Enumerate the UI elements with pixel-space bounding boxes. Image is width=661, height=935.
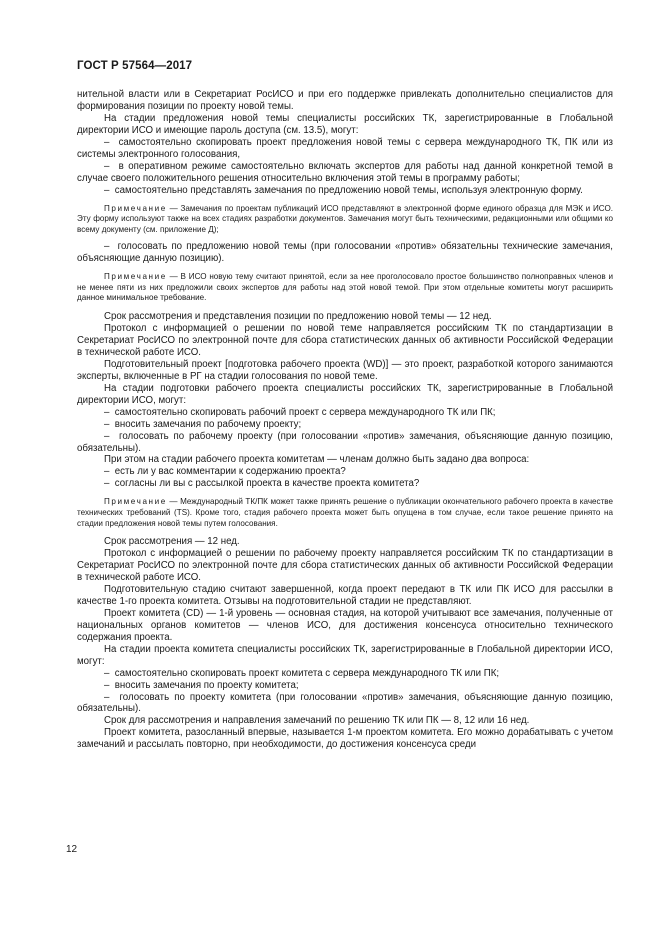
paragraph: На стадии предложения новой темы специалисты российских ТК, зарегистрированные в Глобальной директории ИСО и имеющие пароль доступа (см. 13.5), могут: <box>77 112 613 136</box>
document-header: ГОСТ Р 57564—2017 <box>77 60 193 72</box>
list-item-text: самостоятельно скопировать проект комитета с сервера международного ТК или ПК; <box>114 667 500 679</box>
list-item <box>77 431 613 455</box>
dash-bullet: – <box>104 478 115 490</box>
list-item-text: голосовать по рабочему проекту (при голосовании «против» замечания, объясняющие данную позицию, обязательны). <box>77 430 613 454</box>
paragraph: нительной власти или в Секретариат РосИСО и при его поддержке привлекать дополнительно специалистов для формирования позиции по проекту новой темы. <box>77 89 613 112</box>
dash-bullet: – <box>104 679 115 691</box>
list-item-text: самостоятельно скопировать проект предложения новой темы с сервера международного ТК, ПК или из системы электронного голосования, <box>77 136 613 160</box>
note-text: — Замечания по проектам публикаций ИСО представляют в электронной форме единого образца для МЭК и ИСО. Эту форму используют также на всех стадиях разработки документов. Замечания могут быть техническими, редакционными или общими ко всему документу (см. приложение Д); <box>77 203 613 234</box>
page-number: 12 <box>66 844 78 855</box>
list-item <box>77 241 613 265</box>
paragraph: На стадии подготовки рабочего проекта специалисты российских ТК, зарегистрированные в Глобальной директории ИСО, могут: <box>77 382 613 406</box>
list-item <box>77 668 613 680</box>
list-item-text: в оперативном режиме самостоятельно включать экспертов для работы над данной конкретной темой в случае своего положительного решения относительно включения этой темы в программу работы; <box>77 160 613 184</box>
list-item-text: вносить замечания по рабочему проекту; <box>114 418 302 430</box>
list-item-text: голосовать по проекту комитета (при голосовании «против» замечания, объясняющие данную позицию, обязательны). <box>77 691 613 715</box>
dash-bullet: – <box>104 418 115 430</box>
dash-bullet: – <box>104 667 115 679</box>
list-item-text: голосовать по предложению новой темы (при голосовании «против» обязательны технические замечания, объясняющие данную позицию). <box>77 241 613 265</box>
paragraph: На стадии проекта комитета специалисты российских ТК, зарегистрированные в Глобальной директории ИСО, могут: <box>77 643 613 667</box>
list-item-text: согласны ли вы с рассылкой проекта в качестве проекта комитета? <box>114 478 420 490</box>
list-item <box>77 137 613 161</box>
paragraph: Подготовительный проект [подготовка рабочего проекта (WD)] — это проект, разработкой которого занимаются эксперты, включенные в РГ на стадии голосования по новой теме. <box>77 358 613 382</box>
list-item <box>77 185 613 197</box>
list-item-text: самостоятельно представлять замечания по предложению новой темы, используя электронную форму. <box>114 184 583 196</box>
paragraph: Проект комитета (CD) — 1-й уровень — основная стадия, на которой учитывают все замечания, полученные от национальных органов комитетов — членов ИСО, для достижения консенсуса относительно технического содержания проекта. <box>77 607 613 643</box>
paragraph: Проект комитета, разосланный впервые, называется 1-м проектом комитета. Его можно дорабатывать с учетом замечаний и рассылать повторно, при необходимости, до достижения консенсуса среди <box>77 727 613 751</box>
paragraph: Протокол с информацией о решении по рабочему проекту направляется российским ТК по стандартизации в Секретариат РосИСО по электронной почте для сбора статистических данных об активности Российской Федерации в технической работе ИСО. <box>77 548 613 583</box>
note <box>77 204 613 236</box>
list-item <box>77 680 613 692</box>
list-item <box>77 419 613 431</box>
list-item <box>77 692 613 716</box>
list-item-text: вносить замечания по проекту комитета; <box>114 679 299 691</box>
dash-bullet: – <box>104 466 115 478</box>
dash-bullet: – <box>104 160 119 172</box>
paragraph: Срок рассмотрения и представления позиции по предложению новой темы — 12 нед. <box>104 311 492 323</box>
paragraph: Подготовительную стадию считают завершенной, когда проект передают в ТК или ПК ИСО для рассылки в качестве 1-го проекта комитета. Отзывы на подготовительной стадии не представляют. <box>77 583 613 607</box>
list-item-text: есть ли у вас комментарии к содержанию проекта? <box>114 466 346 478</box>
dash-bullet: – <box>104 136 119 148</box>
list-item <box>77 161 613 185</box>
note-label: Примечание <box>104 497 167 507</box>
note-label: Примечание <box>104 203 167 213</box>
document-body <box>77 89 613 751</box>
note <box>77 272 613 304</box>
note <box>77 497 613 529</box>
note-text: — Международный ТК/ПК может также принять решение о публикации окончательного рабочего проекта в качестве технических требований (TS). Кроме того, стадия рабочего проекта может быть опущена в том случае, если такое решение принято на стадии предложения новой темы путем голосования. <box>77 497 613 528</box>
list-item <box>77 466 613 478</box>
dash-bullet: – <box>104 241 118 253</box>
paragraph: При этом на стадии рабочего проекта комитетам — членам должно быть задано два вопроса: <box>104 454 530 466</box>
dash-bullet: – <box>104 184 115 196</box>
paragraph: Протокол с информацией о решении по новой теме направляется российским ТК по стандартизации в Секретариат РосИСО по электронной почте для сбора статистических данных об активности Российской Федерации в технической работе ИСО. <box>77 323 613 358</box>
list-item <box>77 407 613 419</box>
dash-bullet: – <box>104 406 115 418</box>
note-label: Примечание <box>104 272 167 282</box>
dash-bullet: – <box>104 691 120 703</box>
list-item <box>77 478 613 490</box>
list-item-text: самостоятельно скопировать рабочий проект с сервера международного ТК или ПК; <box>114 406 496 418</box>
dash-bullet: – <box>104 430 120 442</box>
paragraph: Срок рассмотрения — 12 нед. <box>104 536 240 548</box>
note-text: — В ИСО новую тему считают принятой, если за нее проголосовало простое большинство полноправных членов и не менее пяти из них предложили своих экспертов для работы над этой новой темой. При этом отдельные комитеты могут расширить данное минимальное требование. <box>77 272 613 303</box>
paragraph: Срок для рассмотрения и направления замечаний по решению ТК или ПК — 8, 12 или 16 нед. <box>104 715 530 727</box>
